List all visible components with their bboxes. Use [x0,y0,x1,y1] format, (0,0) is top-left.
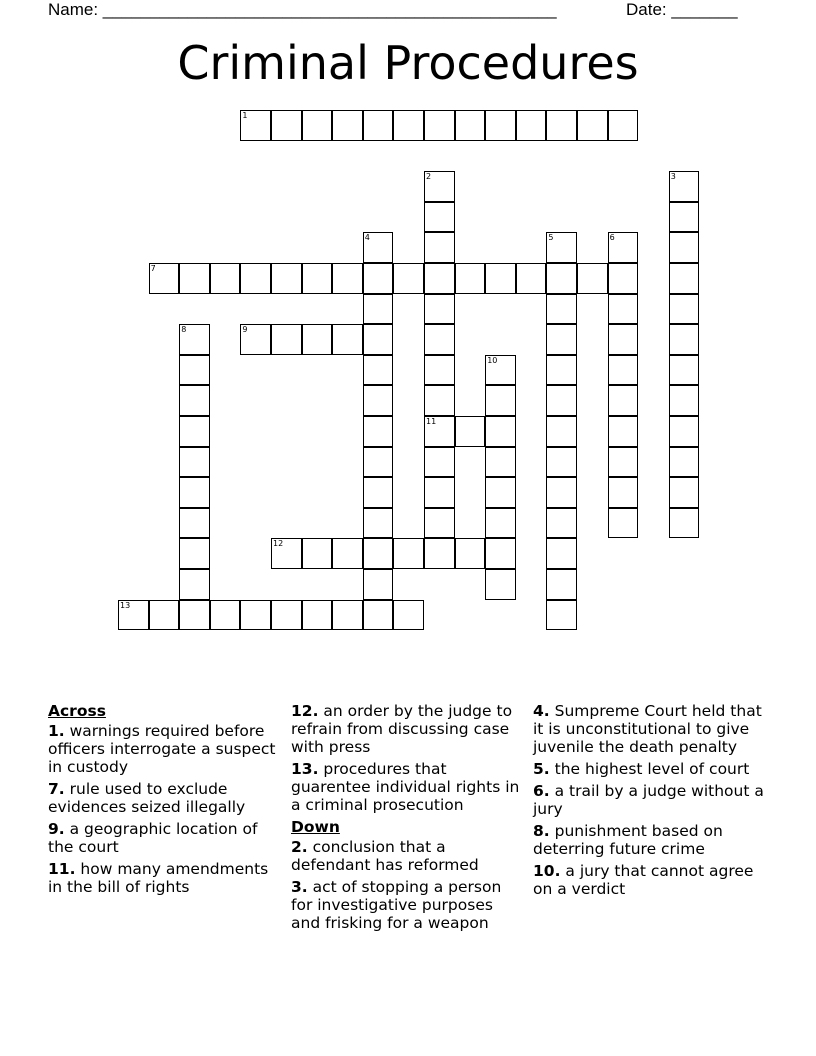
grid-cell[interactable] [546,538,577,569]
grid-cell[interactable] [424,324,455,355]
grid-cell[interactable] [485,110,516,141]
grid-cell[interactable] [669,324,700,355]
grid-cell[interactable] [393,600,424,631]
grid-cell[interactable] [271,110,302,141]
grid-cell[interactable] [546,110,577,141]
grid-cell[interactable] [608,355,639,386]
grid-cell[interactable] [546,569,577,600]
grid-cell[interactable] [546,324,577,355]
grid-cell[interactable] [516,263,547,294]
cell-number: 8 [181,325,187,335]
grid-cell[interactable] [424,416,455,447]
grid-cell[interactable] [240,263,271,294]
grid-cell[interactable] [669,171,700,202]
grid-cell[interactable] [577,263,608,294]
grid-cell[interactable] [363,538,394,569]
grid-cell[interactable] [393,110,424,141]
grid-cell[interactable] [424,110,455,141]
clue-across-11: 11. how many amendments in the bill of rights [48,860,269,896]
grid-cell[interactable] [546,600,577,631]
grid-cell[interactable] [546,263,577,294]
grid-cell[interactable] [424,202,455,233]
cell-number: 7 [150,264,156,273]
clue-down-10: 10. a jury that cannot agree on a verdict [533,862,754,898]
grid-cell[interactable] [424,508,455,539]
grid-cell[interactable] [332,538,363,569]
date-field-label: Date: _______ [626,0,738,19]
grid-cell[interactable] [240,600,271,631]
grid-cell[interactable] [240,324,271,355]
grid-cell[interactable] [179,416,210,447]
grid-cell[interactable] [608,447,639,478]
clue-across-1: 1. warnings required before officers interrogate a suspect in custody [48,722,276,776]
cell-number: 12 [273,539,284,549]
grid-cell[interactable] [363,447,394,478]
across-heading: Across [48,702,106,720]
grid-cell[interactable] [302,600,333,631]
clues-column-2 [291,702,521,936]
grid-cell[interactable] [546,416,577,447]
grid-cell[interactable] [332,263,363,294]
clues-column-1 [48,702,284,900]
grid-cell[interactable] [516,110,547,141]
grid-cell[interactable] [546,294,577,325]
grid-cell[interactable] [363,324,394,355]
grid-cell[interactable] [455,263,486,294]
grid-cell[interactable] [271,538,302,569]
grid-cell[interactable] [455,416,486,447]
grid-cell[interactable] [546,508,577,539]
grid-cell[interactable] [546,477,577,508]
grid-cell[interactable] [485,477,516,508]
cell-number: 4 [364,233,370,243]
grid-cell[interactable] [546,447,577,478]
grid-cell[interactable] [608,477,639,508]
name-field-label: Name: ________________________________________________ [48,0,557,19]
grid-cell[interactable] [424,477,455,508]
grid-cell[interactable] [424,171,455,202]
clue-down-2: 2. conclusion that a defendant has reformed [291,838,479,874]
grid-cell[interactable] [485,416,516,447]
grid-cell[interactable] [332,324,363,355]
grid-cell[interactable] [424,294,455,325]
grid-cell[interactable] [608,324,639,355]
clue-across-7: 7. rule used to exclude evidences seized illegally [48,780,246,816]
clue-across-13: 13. procedures that guarentee individual rights in a criminal prosecution [291,760,520,814]
grid-cell[interactable] [271,324,302,355]
cell-number: 2 [426,172,432,182]
grid-cell[interactable] [179,355,210,386]
grid-cell[interactable] [179,447,210,478]
grid-cell[interactable] [179,508,210,539]
grid-cell[interactable] [608,232,639,263]
grid-cell[interactable] [546,355,577,386]
clue-down-8: 8. punishment based on deterring future crime [533,822,723,858]
cell-number: 6 [609,233,615,243]
grid-cell[interactable] [179,538,210,569]
grid-cell[interactable] [179,385,210,416]
grid-cell[interactable] [546,385,577,416]
grid-cell[interactable] [332,600,363,631]
grid-cell[interactable] [608,416,639,447]
grid-cell[interactable] [363,477,394,508]
cell-number: 11 [426,417,437,426]
grid-cell[interactable] [669,355,700,386]
grid-cell[interactable] [363,110,394,141]
grid-cell[interactable] [424,447,455,478]
cell-number: 5 [548,233,554,243]
grid-cell[interactable] [302,110,333,141]
grid-cell[interactable] [608,508,639,539]
grid-cell[interactable] [455,110,486,141]
cell-number: 3 [670,172,676,182]
grid-cell[interactable] [179,600,210,631]
clue-down-3: 3. act of stopping a person for investigative purposes and frisking for a weapon [291,878,502,932]
grid-cell[interactable] [179,477,210,508]
cell-number: 1 [242,111,248,120]
grid-cell[interactable] [577,110,608,141]
grid-cell[interactable] [485,538,516,569]
grid-cell[interactable] [669,508,700,539]
grid-cell[interactable] [363,294,394,325]
grid-cell[interactable] [271,600,302,631]
grid-cell[interactable] [485,263,516,294]
grid-cell[interactable] [332,110,363,141]
grid-cell[interactable] [485,385,516,416]
grid-cell[interactable] [485,508,516,539]
grid-cell[interactable] [363,508,394,539]
grid-cell[interactable] [363,355,394,386]
grid-cell[interactable] [669,294,700,325]
grid-cell[interactable] [669,385,700,416]
grid-cell[interactable] [608,110,639,141]
grid-cell[interactable] [485,355,516,386]
grid-cell[interactable] [363,385,394,416]
grid-cell[interactable] [363,416,394,447]
grid-cell[interactable] [608,294,639,325]
grid-cell[interactable] [149,600,180,631]
grid-cell[interactable] [424,355,455,386]
grid-cell[interactable] [393,263,424,294]
grid-cell[interactable] [424,385,455,416]
cell-number: 10 [487,355,498,365]
grid-cell[interactable] [608,263,639,294]
down-heading: Down [291,818,340,836]
grid-cell[interactable] [363,232,394,263]
grid-cell[interactable] [302,263,333,294]
grid-cell[interactable] [669,416,700,447]
grid-cell[interactable] [669,477,700,508]
grid-cell[interactable] [149,263,180,294]
grid-cell[interactable] [669,263,700,294]
clues-column-3 [533,702,773,902]
grid-cell[interactable] [669,232,700,263]
grid-cell[interactable] [485,569,516,600]
grid-cell[interactable] [179,569,210,600]
clue-across-12: 12. an order by the judge to refrain from discussing case with press [291,702,513,756]
cell-number: 13 [120,600,131,610]
grid-cell[interactable] [118,600,149,631]
grid-cell[interactable] [363,600,394,631]
grid-cell[interactable] [455,538,486,569]
grid-cell[interactable] [179,324,210,355]
grid-cell[interactable] [485,447,516,478]
grid-cell[interactable] [669,202,700,233]
grid-cell[interactable] [608,385,639,416]
grid-cell[interactable] [271,263,302,294]
clue-down-6: 6. a trail by a judge without a jury [533,782,764,818]
clue-across-9: 9. a geographic location of the court [48,820,258,856]
grid-cell[interactable] [179,263,210,294]
grid-cell[interactable] [546,232,577,263]
grid-cell[interactable] [363,263,394,294]
grid-cell[interactable] [210,600,241,631]
page-title: Criminal Procedures [177,36,639,90]
grid-cell[interactable] [240,110,271,141]
grid-cell[interactable] [424,232,455,263]
cell-number: 9 [242,325,248,335]
grid-cell[interactable] [363,569,394,600]
grid-cell[interactable] [424,263,455,294]
grid-cell[interactable] [393,538,424,569]
grid-cell[interactable] [424,538,455,569]
grid-cell[interactable] [669,447,700,478]
grid-cell[interactable] [302,538,333,569]
clue-down-4: 4. Sumpreme Court held that it is unconstitutional to give juvenile the death penalty [533,702,762,756]
grid-cell[interactable] [302,324,333,355]
clue-down-5: 5. the highest level of court [533,760,750,778]
grid-cell[interactable] [210,263,241,294]
